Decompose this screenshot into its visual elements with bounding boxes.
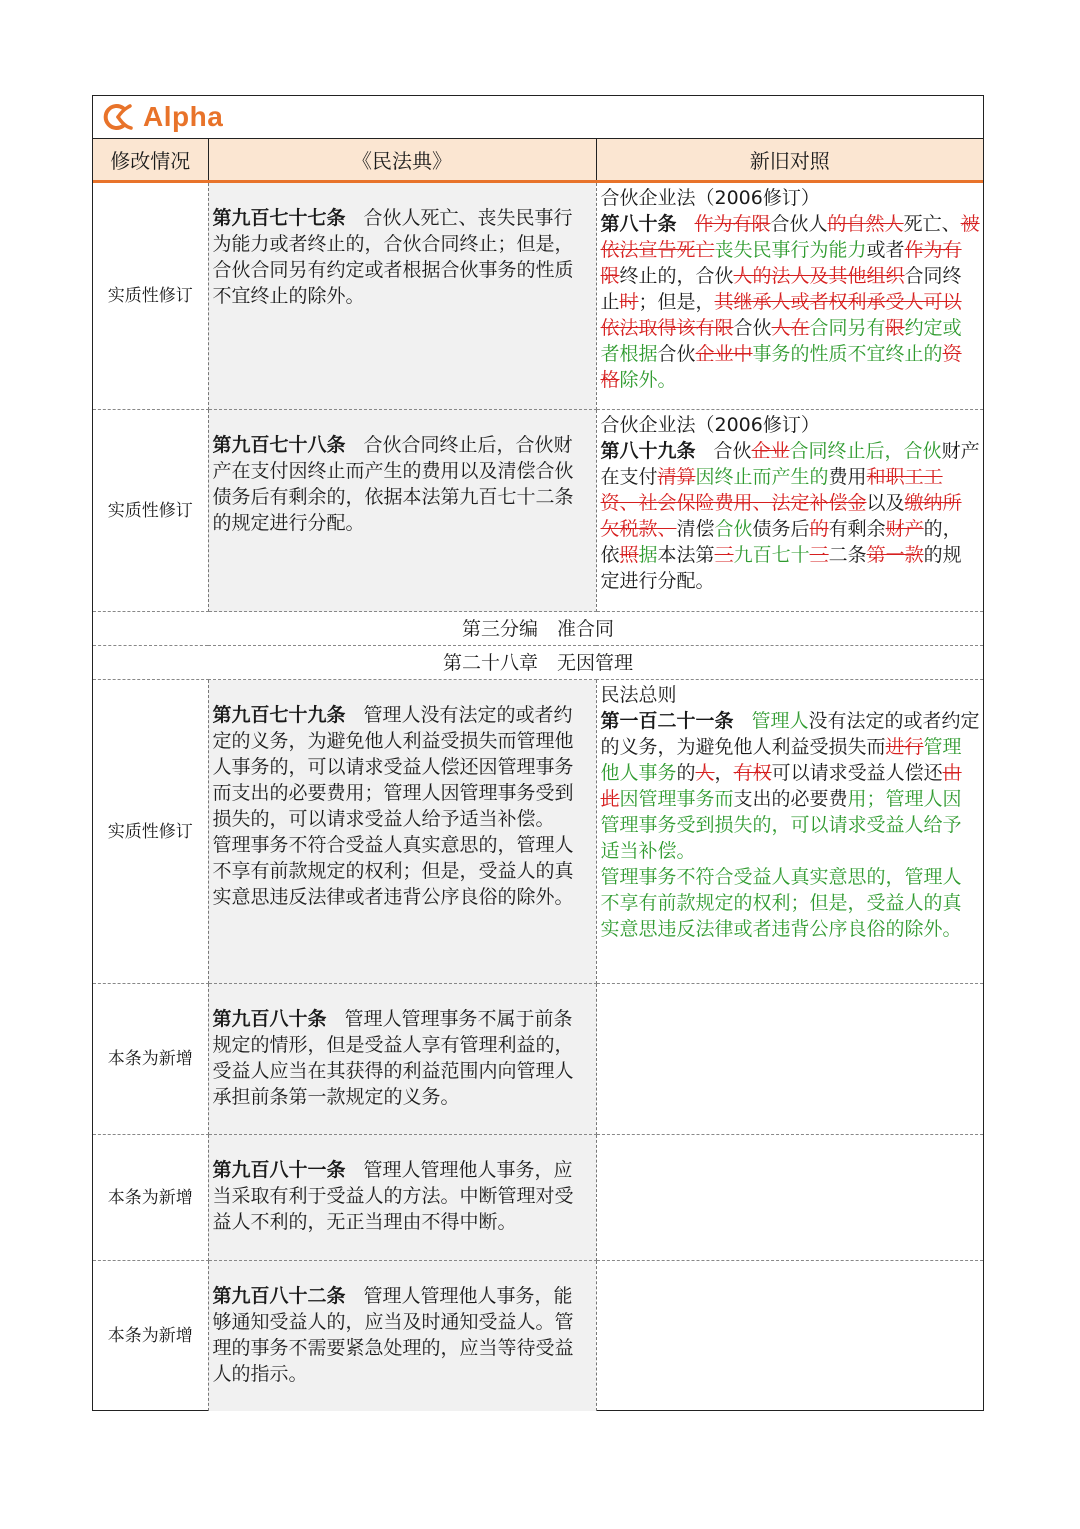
source-law: 民法总则 (600, 684, 677, 706)
old-article-number: 第八十条 (600, 213, 677, 235)
deleted-text: 清算 (657, 466, 696, 488)
deleted-text: 有权 (733, 762, 772, 784)
unchanged-text: 的，依 (600, 518, 962, 566)
table-header (93, 139, 983, 182)
deleted-text: 三 (809, 544, 829, 566)
added-text: 用；管理人因管理事务受到损失的，可以请求受益人给予适当补偿。 (600, 788, 962, 862)
comparison-cell-empty (596, 984, 983, 1135)
deleted-text: 限 (885, 317, 905, 339)
unchanged-text: 合伙 (657, 343, 696, 365)
unchanged-text: 合伙 (733, 317, 772, 339)
old-article-number: 第一百二十一条 (600, 710, 734, 732)
deleted-text: 由此 (600, 762, 962, 810)
unchanged-text: 的 (676, 762, 696, 784)
source-law: 合伙企业法（2006修订） (600, 187, 820, 209)
unchanged-text: ， (714, 762, 734, 784)
article-number: 第九百八十二条 (212, 1285, 346, 1307)
added-text: 管理人 (751, 710, 809, 732)
unchanged-text: 财产在支付 (600, 440, 980, 488)
revision-status: 实质性修订 (93, 410, 208, 612)
header-civil-code: 《民法典》 (208, 139, 596, 182)
comparison-cell-empty (596, 1261, 983, 1411)
old-article-number: 第八十九条 (600, 440, 696, 462)
added-text: 合伙 (714, 518, 753, 540)
revision-status: 本条为新增 (93, 1135, 208, 1261)
article-text: 合伙合同终止后，合伙财产在支付因终止而产生的费用以及清偿合伙债务后有剩余的，依据本法第九百七十二条的规定进行分配。 (212, 434, 574, 534)
unchanged-text: 清偿 (676, 518, 715, 540)
unchanged-text: 本法第 (657, 544, 715, 566)
article-text: 合伙人死亡、丧失民事行为能力或者终止的，合伙合同终止；但是，合伙合同另有约定或者根据合伙事务的性质不宜终止的除外。 (212, 207, 574, 307)
unchanged-text: 没有法定的或者约定的义务，为避免他人利益受损失而 (600, 710, 980, 758)
added-text: 事务的性质不宜终止的 (752, 343, 943, 365)
deleted-text: 人的法人及其他组织 (733, 265, 905, 287)
brand-bar (93, 96, 983, 139)
unchanged-text: 可以请求受益人偿还 (771, 762, 943, 784)
civil-code-cell (208, 1261, 596, 1411)
brand-name: Alpha (143, 101, 224, 132)
unchanged-text: 支出的必要费 (733, 788, 848, 810)
deleted-text: 其继承人或者权利承受人可以依法取得该有限 (600, 291, 962, 339)
article-number: 第九百八十条 (212, 1008, 327, 1030)
civil-code-cell (208, 1135, 596, 1261)
civil-code-cell (208, 984, 596, 1135)
table-row (93, 1261, 983, 1411)
deleted-text: 和职工工资、社会保险费用、法定补偿金 (600, 466, 943, 514)
deleted-text: 人在 (771, 317, 810, 339)
deleted-text: 作为有限 (600, 239, 962, 287)
civil-code-cell (208, 410, 596, 612)
unchanged-text: 有剩余 (828, 518, 886, 540)
redline-text (601, 440, 980, 592)
unchanged-text: 以及 (866, 492, 905, 514)
deleted-text: 时 (619, 291, 639, 313)
comparison-table (93, 139, 983, 1411)
comparison-cell (596, 680, 983, 984)
article-text: 管理人管理事务不属于前条规定的情形，但是受益人享有管理利益的，受益人应当在其获得的利益范围内向管理人承担前条第一款规定的义务。 (212, 1008, 574, 1108)
unchanged-text: 或者 (866, 239, 905, 261)
article-text-paragraph-2: 管理事务不符合受益人真实意思的，管理人不享有前款规定的权利；但是，受益人的真实意思违反法律或者违背公序良俗的除外。 (212, 834, 574, 908)
unchanged-text: 合伙人 (770, 213, 828, 235)
deleted-text: 财产 (885, 518, 924, 540)
part-heading: 第三分编 准合同 (93, 612, 983, 646)
unchanged-text: 终止的，合伙 (619, 265, 734, 287)
unchanged-text: 二条 (828, 544, 867, 566)
added-text: 合同终止后，合伙 (789, 440, 942, 462)
deleted-text: 缴纳所欠税款、 (600, 492, 962, 540)
revision-status: 本条为新增 (93, 984, 208, 1135)
unchanged-text: 合同终止 (600, 265, 962, 313)
table-row (93, 1135, 983, 1261)
added-text: 除外。 (619, 369, 677, 391)
added-text: 丧失民事行为能力 (714, 239, 867, 261)
deleted-text: 资格 (600, 343, 962, 391)
deleted-text: 的自然人 (827, 213, 904, 235)
comparison-document (92, 95, 984, 1411)
deleted-text: 被依法宣告死亡 (600, 213, 980, 261)
civil-code-cell (208, 680, 596, 984)
deleted-text: 进行 (885, 736, 924, 758)
civil-code-cell (208, 182, 596, 410)
chapter-heading: 第二十八章 无因管理 (93, 646, 983, 680)
redline-text (601, 213, 980, 391)
unchanged-text: 合伙 (713, 440, 752, 462)
added-text: 九百七十 (733, 544, 810, 566)
article-number: 第九百八十一条 (212, 1159, 346, 1181)
table-row (93, 984, 983, 1135)
redline-text (601, 710, 980, 862)
added-text: 约定或者根据 (600, 317, 962, 365)
article-number: 第九百七十九条 (212, 704, 346, 726)
revision-status: 实质性修订 (93, 182, 208, 410)
unchanged-text: 债务后 (752, 518, 810, 540)
article-text: 管理人管理他人事务，应当采取有利于受益人的方法。中断管理对受益人不利的，无正当理由不得中断。 (212, 1159, 574, 1233)
comparison-cell-empty (596, 1135, 983, 1261)
table-row (93, 410, 983, 612)
unchanged-text: 费用 (828, 466, 867, 488)
added-text: 据 (638, 544, 658, 566)
redline-text-paragraph-2: 管理事务不符合受益人真实意思的，管理人不享有前款规定的权利；但是，受益人的真实意思违反法律或者违背公序良俗的除外。 (600, 866, 962, 940)
section-row (93, 646, 983, 680)
table-row (93, 680, 983, 984)
article-number: 第九百七十七条 (212, 207, 346, 229)
table-row (93, 182, 983, 410)
revision-status: 实质性修订 (93, 680, 208, 984)
article-number: 第九百七十八条 (212, 434, 346, 456)
revision-status: 本条为新增 (93, 1261, 208, 1411)
article-text: 管理人管理他人事务，能够通知受益人的，应当及时通知受益人。管理的事务不需要紧急处理的，应当等待受益人的指示。 (212, 1285, 574, 1385)
deleted-text: 人 (695, 762, 715, 784)
deleted-text: 企业 (751, 440, 790, 462)
alpha-logo-icon (101, 102, 133, 132)
article-text: 管理人没有法定的或者约定的义务，为避免他人利益受损失而管理他人事务的，可以请求受益人偿还因管理事务而支出的必要费用；管理人因管理事务受到损失的，可以请求受益人给予适当补偿。 (212, 704, 574, 830)
deleted-text: 企业中 (695, 343, 753, 365)
unchanged-text: 死亡、 (903, 213, 961, 235)
comparison-cell (596, 410, 983, 612)
deleted-text: 的 (809, 518, 829, 540)
deleted-text: 三 (714, 544, 734, 566)
unchanged-text: 的规定进行分配。 (600, 544, 962, 592)
deleted-text: 作为有限 (694, 213, 771, 235)
unchanged-text: ；但是， (638, 291, 715, 313)
source-law: 合伙企业法（2006修订） (600, 414, 820, 436)
comparison-cell (596, 182, 983, 410)
deleted-text: 第一款 (866, 544, 924, 566)
added-text: 管理他人事务 (600, 736, 962, 784)
header-comparison: 新旧对照 (596, 139, 983, 182)
deleted-text: 照 (619, 544, 639, 566)
header-status: 修改情况 (93, 139, 208, 182)
added-text: 因终止而产生的 (695, 466, 829, 488)
section-row (93, 612, 983, 646)
added-text: 合同另有 (809, 317, 886, 339)
added-text: 因管理事务而 (619, 788, 734, 810)
